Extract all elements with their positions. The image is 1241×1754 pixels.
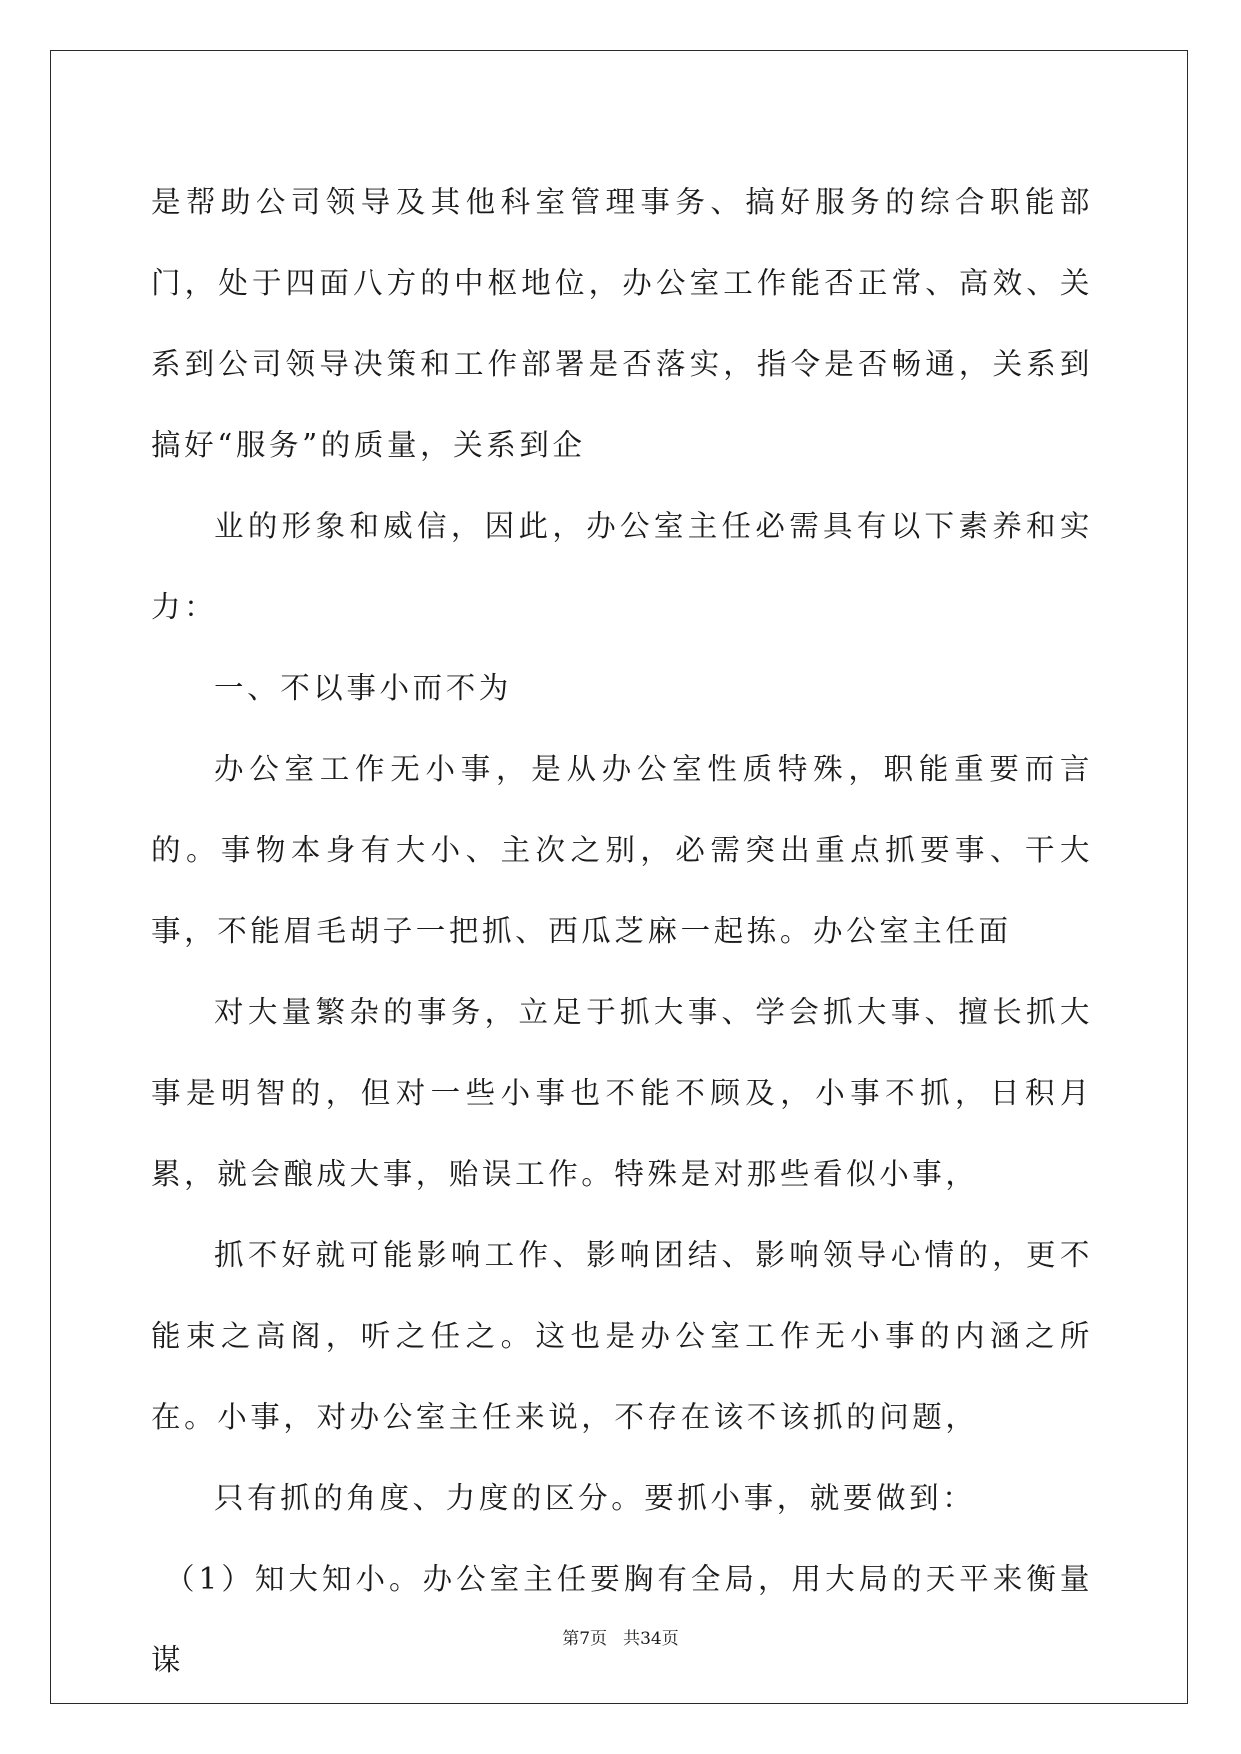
- paragraph-2: 业的形象和威信，因此，办公室主任必需具有以下素养和实力：: [151, 509, 1093, 624]
- document-body: [151, 162, 1093, 1701]
- page-number: 第7页: [562, 1629, 608, 1649]
- paragraph-3: 办公室工作无小事，是从办公室性质特殊，职能重要而言的。事物本身有大小、主次之别，必需突出重点抓要事、干大事，不能眉毛胡子一把抓、西瓜芝麻一起拣。办公室主任面: [151, 752, 1093, 948]
- section-heading: 一、不以事小而不为: [214, 671, 512, 705]
- paragraph-1: 是帮助公司领导及其他科室管理事务、搞好服务的综合职能部门，处于四面八方的中枢地位，办公室工作能否正常、高效、关系到公司领导决策和工作部署是否落实，指令是否畅通，关系到搞好“服务”的质量，关系到企: [151, 185, 1093, 462]
- paragraph-6: 只有抓的角度、力度的区分。要抓小事，就要做到：: [214, 1481, 976, 1515]
- page-footer: [0, 1624, 1241, 1649]
- paragraph-7: （1）知大知小。办公室主任要胸有全局，用大局的天平来衡量谋: [151, 1562, 1093, 1677]
- page-total: 共34页: [623, 1629, 679, 1649]
- paragraph-4: 对大量繁杂的事务，立足于抓大事、学会抓大事、擅长抓大事是明智的，但对一些小事也不能不顾及，小事不抓，日积月累，就会酿成大事，贻误工作。特殊是对那些看似小事，: [151, 995, 1093, 1191]
- paragraph-5: 抓不好就可能影响工作、影响团结、影响领导心情的，更不能束之高阁，听之任之。这也是办公室工作无小事的内涵之所在。小事，对办公室主任来说，不存在该不该抓的问题，: [151, 1238, 1093, 1434]
